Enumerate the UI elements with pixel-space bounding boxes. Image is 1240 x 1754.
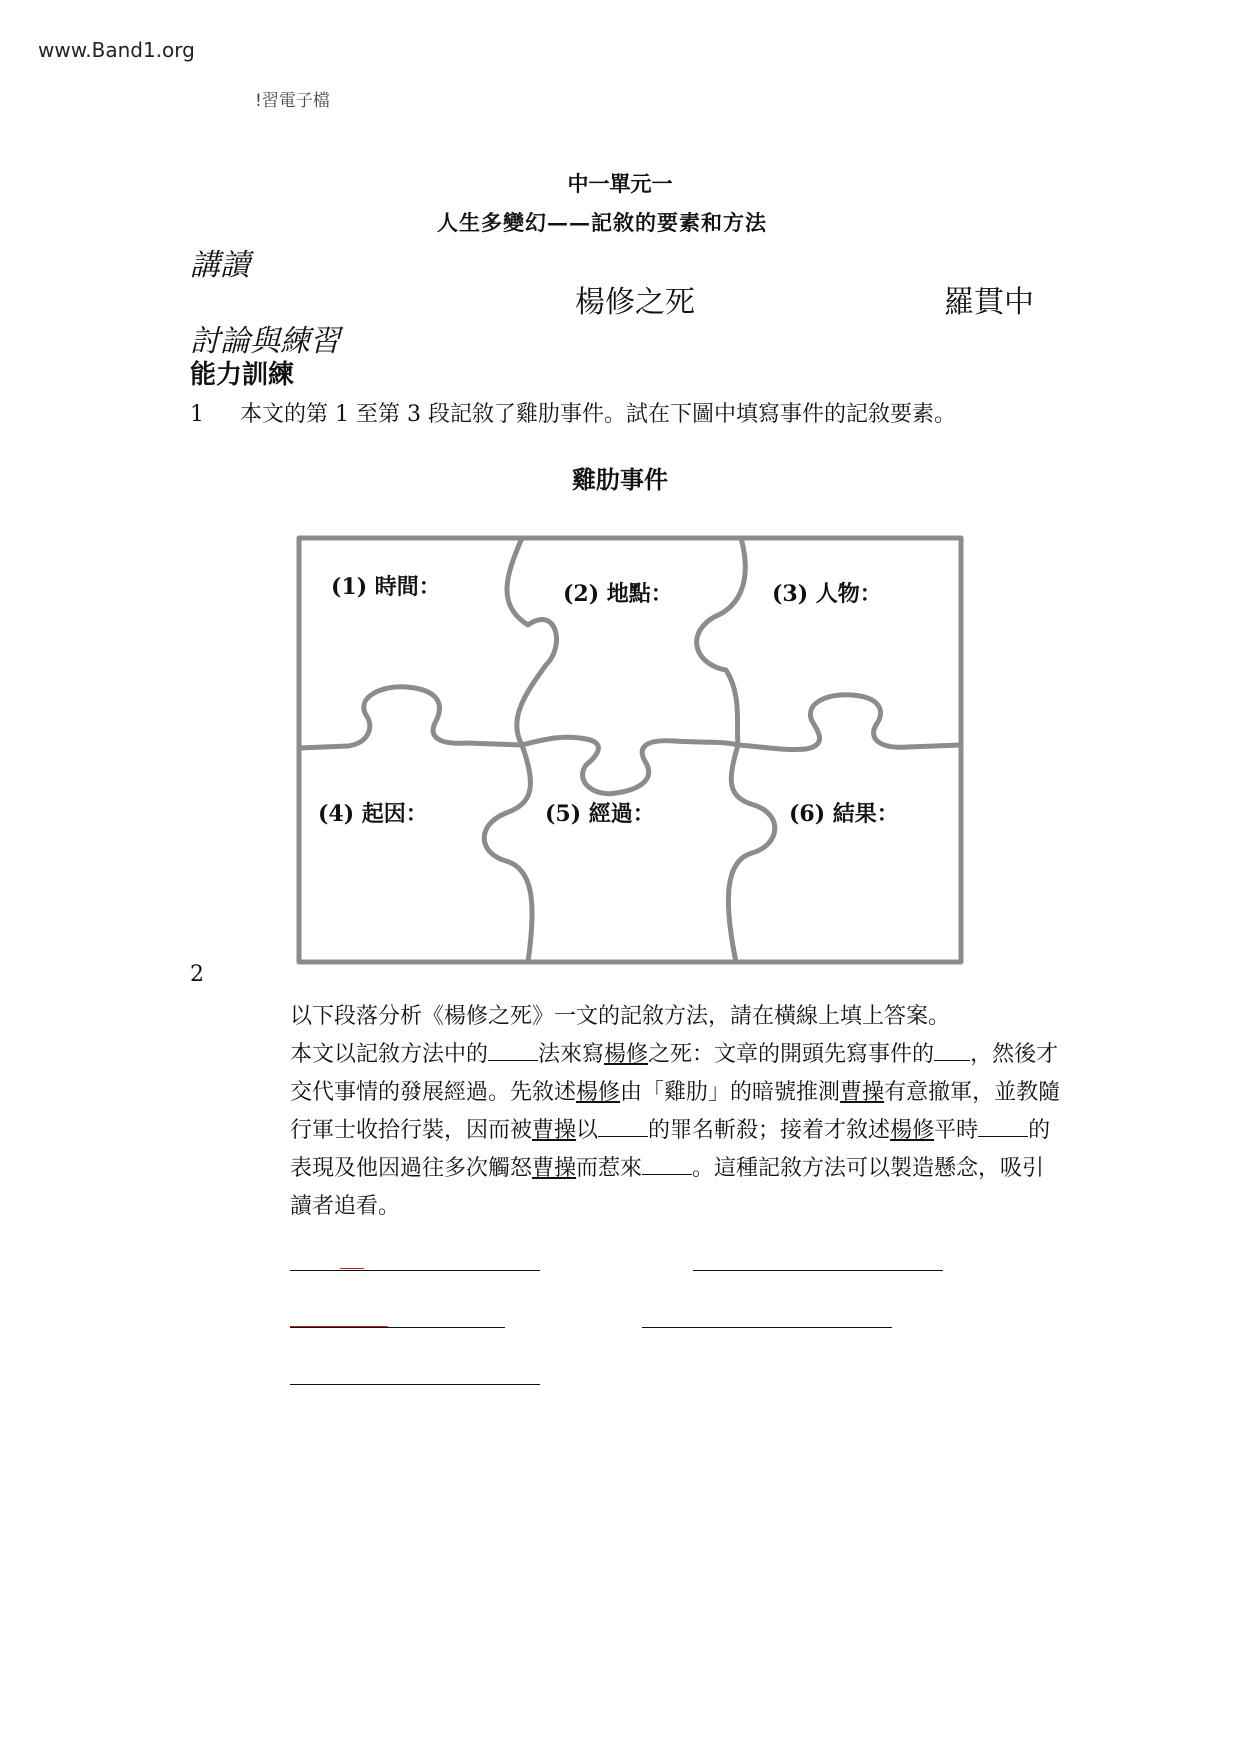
name-yangxiu: 楊修 <box>890 1118 935 1143</box>
blank-4 <box>978 1114 1028 1137</box>
seam-1-2 <box>507 538 557 745</box>
breadcrumb: !習電子檔 <box>255 91 330 111</box>
puzzle-title: 雞肋事件 <box>572 465 668 494</box>
seam-1-4 <box>299 687 522 748</box>
answer-line-3[interactable] <box>290 1327 505 1328</box>
lesson-title: 人生多變幻——記敘的要素和方法 <box>437 210 767 235</box>
passage-text: 法來寫 <box>538 1042 605 1067</box>
passage-text: 平時 <box>934 1118 979 1143</box>
answer-line-3-mark <box>290 1326 388 1327</box>
blank-2 <box>934 1038 970 1061</box>
seam-3-6 <box>738 695 961 750</box>
name-caocao: 曹操 <box>840 1080 885 1105</box>
text-title: 楊修之死 <box>575 285 695 320</box>
piece-process-label: (5) 經過： <box>545 801 655 827</box>
passage-text: 的罪名斬殺；接着才敘述 <box>648 1118 891 1143</box>
section-ability: 能力訓練 <box>190 360 295 390</box>
seam-4-5 <box>484 745 532 962</box>
seam-2-3 <box>697 538 746 745</box>
name-yangxiu: 楊修 <box>604 1042 649 1067</box>
blank-5 <box>642 1152 692 1175</box>
passage-text: 而惹來 <box>576 1156 643 1181</box>
seam-2-5 <box>522 737 738 793</box>
answer-line-1-mark <box>340 1268 364 1269</box>
passage-text: 以 <box>576 1118 599 1143</box>
question-2-passage <box>242 1036 1062 1226</box>
question-2-paragraph <box>242 998 1062 1226</box>
passage-text: ，然後才交代事情的發展經過。先敘述 <box>290 1042 1059 1105</box>
answer-line-4[interactable] <box>642 1327 892 1328</box>
text-author: 羅貫中 <box>944 285 1034 320</box>
question-2-intro: 以下段落分析《楊修之死》一文的記敘方法，請在橫線上填上答案。 <box>290 1004 951 1029</box>
section-reading: 講讀 <box>190 248 250 283</box>
blank-3 <box>598 1114 648 1137</box>
blank-1 <box>488 1038 538 1061</box>
piece-place-label: (2) 地點： <box>563 581 673 607</box>
puzzle-diagram <box>296 535 964 965</box>
passage-text: 之死：文章的開頭先寫事件的 <box>648 1042 935 1067</box>
passage-text: 本文以記敘方法中的 <box>290 1042 489 1067</box>
passage-text: 的表現及他因過往多次觸怒 <box>290 1118 1051 1181</box>
answer-line-1[interactable] <box>290 1270 540 1271</box>
section-discussion: 討論與練習 <box>190 324 340 359</box>
question-1-number: 1 <box>190 402 204 427</box>
name-caocao: 曹操 <box>532 1156 577 1181</box>
name-caocao: 曹操 <box>532 1118 577 1143</box>
passage-text: 。這種記敘方法可以製造懸念，吸引讀者追看。 <box>290 1156 1045 1219</box>
answer-line-5[interactable] <box>290 1384 540 1385</box>
answer-line-2[interactable] <box>693 1270 943 1271</box>
name-yangxiu: 楊修 <box>576 1080 621 1105</box>
piece-time-label: (1) 時間： <box>331 574 441 600</box>
question-1-prompt: 本文的第 1 至第 3 段記敘了雞肋事件。試在下圖中填寫事件的記敘要素。 <box>240 402 956 427</box>
passage-text: 有意撤軍，並教隨行軍士收拾行裝，因而被 <box>290 1080 1061 1143</box>
piece-result-label: (6) 結果： <box>789 801 899 827</box>
passage-text: 由「雞肋」的暗號推測 <box>620 1080 841 1105</box>
piece-cause-label: (4) 起因： <box>318 801 428 827</box>
unit-heading: 中一單元一 <box>567 171 673 196</box>
piece-people-label: (3) 人物： <box>772 581 882 607</box>
site-url[interactable]: www.Band1.org <box>38 38 195 62</box>
seam-5-6 <box>728 745 774 962</box>
question-2-number: 2 <box>190 962 204 987</box>
question-1 <box>190 397 956 428</box>
